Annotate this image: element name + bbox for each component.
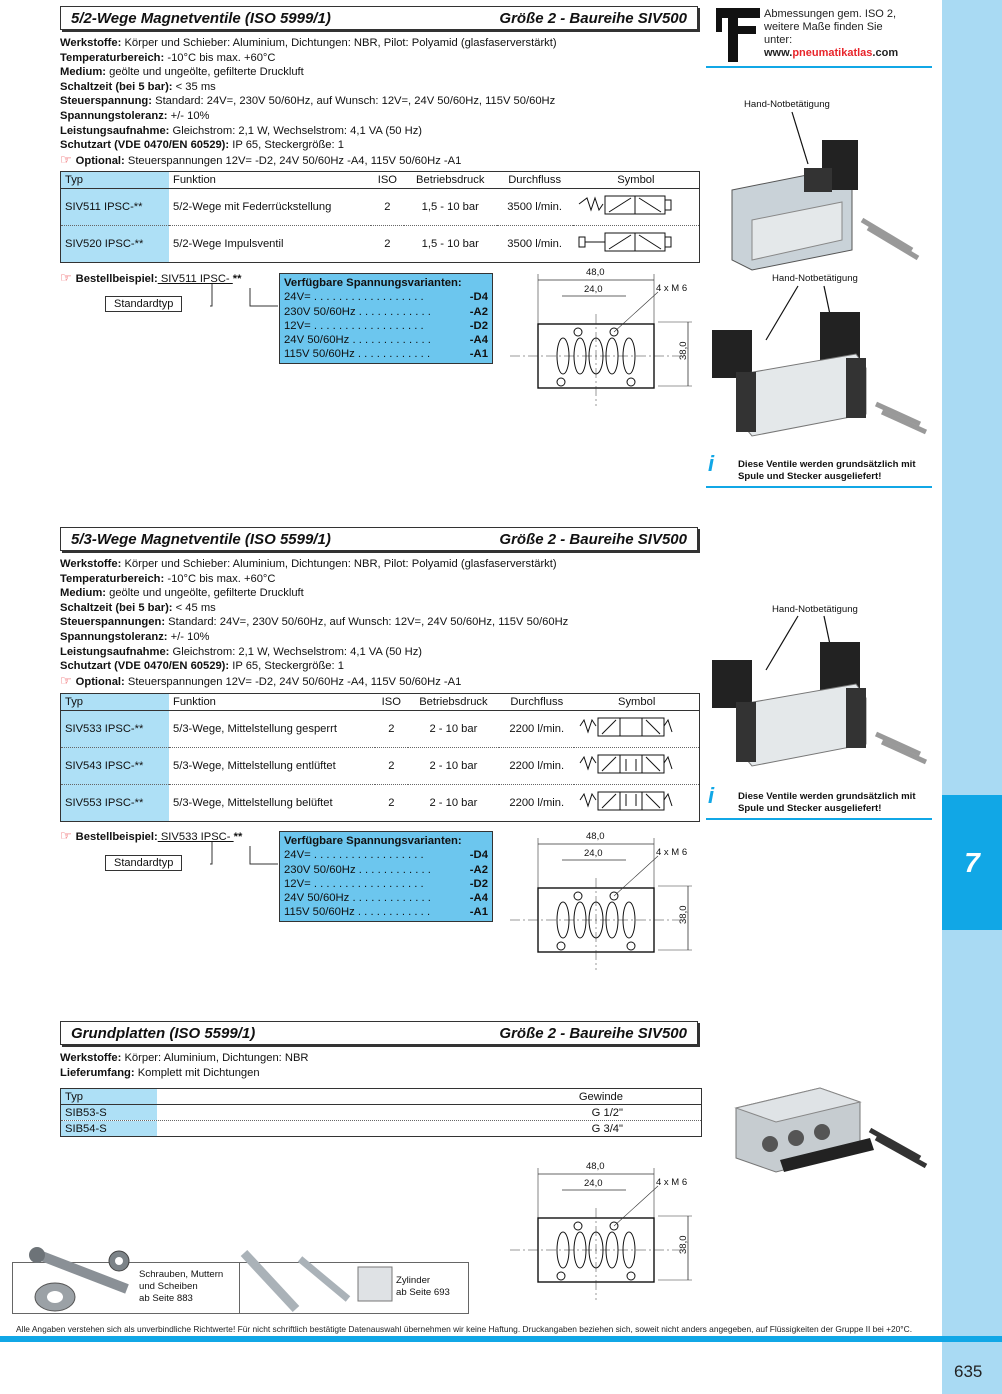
valve-symbol-icon: [573, 226, 700, 263]
dimension-drawing-2: [508, 830, 708, 980]
standardtyp-label: Standardtyp: [105, 855, 182, 871]
dim-width-inner: 24,0: [584, 1178, 603, 1189]
dim-width-outer: 48,0: [586, 1161, 605, 1172]
section2-order-example: ☞ Bestellbeispiel: SIV533 IPSC- **: [60, 828, 243, 843]
spec-row: Spannungstoleranz: +/- 10%: [60, 109, 210, 122]
dim-screws: 4 x M 6: [656, 1177, 688, 1188]
spec-row: Schutzart (VDE 0470/EN 60529): IP 65, Steckergröße: 1: [60, 660, 344, 673]
section2-specs: [60, 557, 700, 689]
valve-photo-3: [706, 614, 932, 784]
valve-symbol-icon: [574, 711, 699, 748]
caliper-logo-icon: [712, 6, 762, 64]
spec-row: Medium: geölte und ungeölte, gefilterte Druckluft: [60, 587, 304, 600]
pointing-hand-icon: ☞: [60, 270, 72, 285]
section2-series: Größe 2 - Baureihe SIV500: [499, 530, 687, 548]
dimension-drawing-1: [508, 266, 708, 416]
spec-row: Werkstoffe: Körper: Aluminium, Dichtungen: NBR: [60, 1052, 309, 1064]
bottom-bar: [0, 1336, 1002, 1342]
table-row[interactable]: SIV511 IPSC-** 5/2-Wege mit Federrückstellung 2 1,5 - 10 bar 3500 l/min.: [61, 189, 700, 226]
table-row[interactable]: SIV553 IPSC-** 5/3-Wege, Mittelstellung belüftet 2 2 - 10 bar 2200 l/min.: [61, 785, 700, 822]
crossref-cyl-line2: ab Seite 693: [396, 1287, 450, 1298]
section3-specs: [60, 1051, 700, 1080]
valve-photo-2: [706, 284, 932, 444]
info-line1: Diese Ventile werden grundsätzlich mit: [738, 791, 916, 802]
valve-symbol-icon: [573, 189, 700, 226]
spec-row: Werkstoffe: Körper und Schieber: Aluminium, Dichtungen: NBR, Pilot: Polyamid (glasfaserverstärkt): [60, 37, 557, 49]
section2-table: Typ Funktion ISO Betriebsdruck Durchfluss Symbol SIV533 IPSC-** 5/3-Wege, Mittelstellung gesperrt 2 2 - 10 bar 2200 l/min. SIV543 IPSC-** 5/3-Wege, Mittelstellung entlüftet 2 2 - 10 bar 2200 l/min. SIV553 IPSC-** 5/3-Wege, Mittelstellung belüftet 2 2 - 10 bar 2200 l/min.: [60, 693, 700, 822]
spec-row: Medium: geölte und ungeölte, gefilterte Druckluft: [60, 66, 304, 79]
info-line2: Spule und Stecker ausgeliefert!: [738, 803, 882, 814]
pointing-hand-icon: ☞: [60, 151, 72, 167]
table-row[interactable]: SIV543 IPSC-** 5/3-Wege, Mittelstellung entlüftet 2 2 - 10 bar 2200 l/min.: [61, 748, 700, 785]
base-plate-photo: [730, 1080, 930, 1190]
dim-height: 38,0: [678, 1235, 689, 1254]
info-box-1: [706, 451, 932, 488]
dimension-drawing-3: [508, 1160, 708, 1310]
dim-width-outer: 48,0: [586, 267, 605, 278]
dim-width-inner: 24,0: [584, 848, 603, 859]
dim-screws: 4 x M 6: [656, 847, 688, 858]
voltage-variants-1: Verfügbare Spannungsvarianten: 24V= . . . . . . . . . . . . . . . . . . -D4 230V 50/60Hz . . . . . . . . . . . . -A2 12V= . . . . . . . . . . . . . . . . . . -D2 24V 50/60Hz . . . . . . . . . . . . . -A4 115V 50/60Hz . . . . . . . . . . . . -A1: [279, 273, 493, 364]
section1-table: Typ Funktion ISO Betriebsdruck Durchfluss Symbol SIV511 IPSC-** 5/2-Wege mit Federrückstellung 2 1,5 - 10 bar 3500 l/min. SIV520 IPSC-** 5/2-Wege Impulsventil 2 1,5 - 10 bar 3500 l/min.: [60, 171, 700, 263]
spec-row: Steuerspannung: Standard: 24V=, 230V 50/60Hz, auf Wunsch: 12V=, 24V 50/60Hz, 115V 50/60Hz: [60, 95, 556, 108]
spec-row: Schaltzeit (bei 5 bar): < 45 ms: [60, 601, 216, 614]
spec-row: Werkstoffe: Körper und Schieber: Aluminium, Dichtungen: NBR, Pilot: Polyamid (glasfaserverstärkt): [60, 558, 557, 570]
spec-row: Spannungstoleranz: +/- 10%: [60, 630, 210, 643]
section3-series: Größe 2 - Baureihe SIV500: [499, 1024, 687, 1042]
dim-height: 38,0: [678, 905, 689, 924]
section3-title: Grundplatten (ISO 5599/1): [71, 1024, 256, 1042]
valve-photo-1: [712, 110, 932, 280]
ad-text1: Abmessungen gem. ISO 2,: [764, 8, 897, 20]
ad-text2: weitere Maße finden Sie: [764, 21, 883, 33]
footer-disclaimer: Alle Angaben verstehen sich als unverbindliche Richtwerte! Für nicht schriftlich bestätigte Datenauswahl übernehmen wir keine Haftung. Druckangaben beziehen sich, soweit nicht anders angegeben, auf Flüssigkeiten der Gruppe II bei +20°C.: [16, 1324, 913, 1334]
dim-width-inner: 24,0: [584, 284, 603, 295]
ad-text3: unter:: [764, 34, 793, 46]
spec-row: Steuerspannungen: Standard: 24V=, 230V 50/60Hz, auf Wunsch: 12V=, 24V 50/60Hz, 115V 50/60Hz: [60, 616, 569, 629]
section3-title-bar: [60, 1021, 698, 1045]
table-row[interactable]: SIV533 IPSC-** 5/3-Wege, Mittelstellung gesperrt 2 2 - 10 bar 2200 l/min.: [61, 711, 700, 748]
section2-title: 5/3-Wege Magnetventile (ISO 5599/1): [71, 530, 331, 548]
voltage-variants-2: Verfügbare Spannungsvarianten: 24V= . . . . . . . . . . . . . . . . . . -D4 230V 50/60Hz . . . . . . . . . . . . -A2 12V= . . . . . . . . . . . . . . . . . . -D2 24V 50/60Hz . . . . . . . . . . . . . -A4 115V 50/60Hz . . . . . . . . . . . . -A1: [279, 831, 493, 922]
pointing-hand-icon: ☞: [60, 828, 72, 843]
spec-row: Leistungsaufnahme: Gleichstrom: 2,1 W, Wechselstrom: 4,1 VA (50 Hz): [60, 124, 423, 137]
pointing-hand-icon: ☞: [60, 672, 72, 688]
spec-row: Leistungsaufnahme: Gleichstrom: 2,1 W, Wechselstrom: 4,1 VA (50 Hz): [60, 645, 423, 658]
crossref-cylinder-box[interactable]: [238, 1262, 469, 1314]
section1-order-example: ☞ Bestellbeispiel: SIV511 IPSC- **: [60, 270, 242, 285]
dim-width-outer: 48,0: [586, 831, 605, 842]
table-row[interactable]: SIB54-S G 3/4": [61, 1121, 701, 1136]
ad-box: [706, 4, 932, 68]
valve-symbol-icon: [574, 785, 699, 822]
section1-specs: [60, 36, 700, 168]
chapter-tab[interactable]: 7: [942, 795, 1002, 930]
spec-row: Temperaturbereich: -10°C bis max. +60°C: [60, 572, 276, 585]
spec-row: Schutzart (VDE 0470/EN 60529): IP 65, Steckergröße: 1: [60, 139, 344, 152]
spec-row: Temperaturbereich: -10°C bis max. +60°C: [60, 51, 276, 64]
sidebar-strip: [942, 0, 1002, 1394]
crossref-cyl-line1: Zylinder: [396, 1275, 431, 1286]
ad-url[interactable]: www.pneumatikatlas.com: [764, 47, 899, 59]
table-row[interactable]: SIB53-S G 1/2": [61, 1105, 701, 1121]
crossref-screws-line2: und Scheiben: [139, 1281, 198, 1292]
info-line1: Diese Ventile werden grundsätzlich mit: [738, 459, 916, 470]
crossref-screws-box[interactable]: [12, 1262, 240, 1314]
section1-title-bar: [60, 6, 698, 30]
spec-optional: ☞ Optional: Steuerspannungen 12V= -D2, 24V 50/60Hz -A4, 115V 50/60Hz -A1: [60, 151, 462, 167]
section3-table: Typ Gewinde SIB53-S G 1/2" SIB54-S G 3/4": [60, 1088, 702, 1137]
info-box-2: [706, 783, 932, 820]
spec-row: Schaltzeit (bei 5 bar): < 35 ms: [60, 80, 216, 93]
cylinder-icon: [240, 1249, 398, 1313]
hand-label-3: Hand-Notbetätigung: [772, 604, 858, 615]
crossref-screws-line1: Schrauben, Muttern: [139, 1269, 224, 1280]
standardtyp-label: Standardtyp: [105, 296, 182, 312]
dim-screws: 4 x M 6: [656, 283, 688, 294]
screw-nut-washer-icon: [19, 1247, 145, 1313]
hand-label-2: Hand-Notbetätigung: [772, 273, 858, 284]
hand-label-1: Hand-Notbetätigung: [744, 99, 830, 110]
section1-series: Größe 2 - Baureihe SIV500: [499, 9, 687, 27]
section2-title-bar: [60, 527, 698, 551]
crossref-screws-line3: ab Seite 883: [139, 1293, 193, 1304]
section1-title: 5/2-Wege Magnetventile (ISO 5999/1): [71, 9, 331, 27]
dim-height: 38,0: [678, 341, 689, 360]
page-number: 635: [954, 1362, 983, 1381]
info-icon: i: [708, 783, 715, 808]
valve-symbol-icon: [574, 748, 699, 785]
spec-row: Lieferumfang: Komplett mit Dichtungen: [60, 1066, 260, 1079]
table-row[interactable]: SIV520 IPSC-** 5/2-Wege Impulsventil 2 1,5 - 10 bar 3500 l/min.: [61, 226, 700, 263]
info-line2: Spule und Stecker ausgeliefert!: [738, 471, 882, 482]
spec-optional: ☞ Optional: Steuerspannungen 12V= -D2, 24V 50/60Hz -A4, 115V 50/60Hz -A1: [60, 672, 462, 688]
info-icon: i: [708, 451, 715, 476]
